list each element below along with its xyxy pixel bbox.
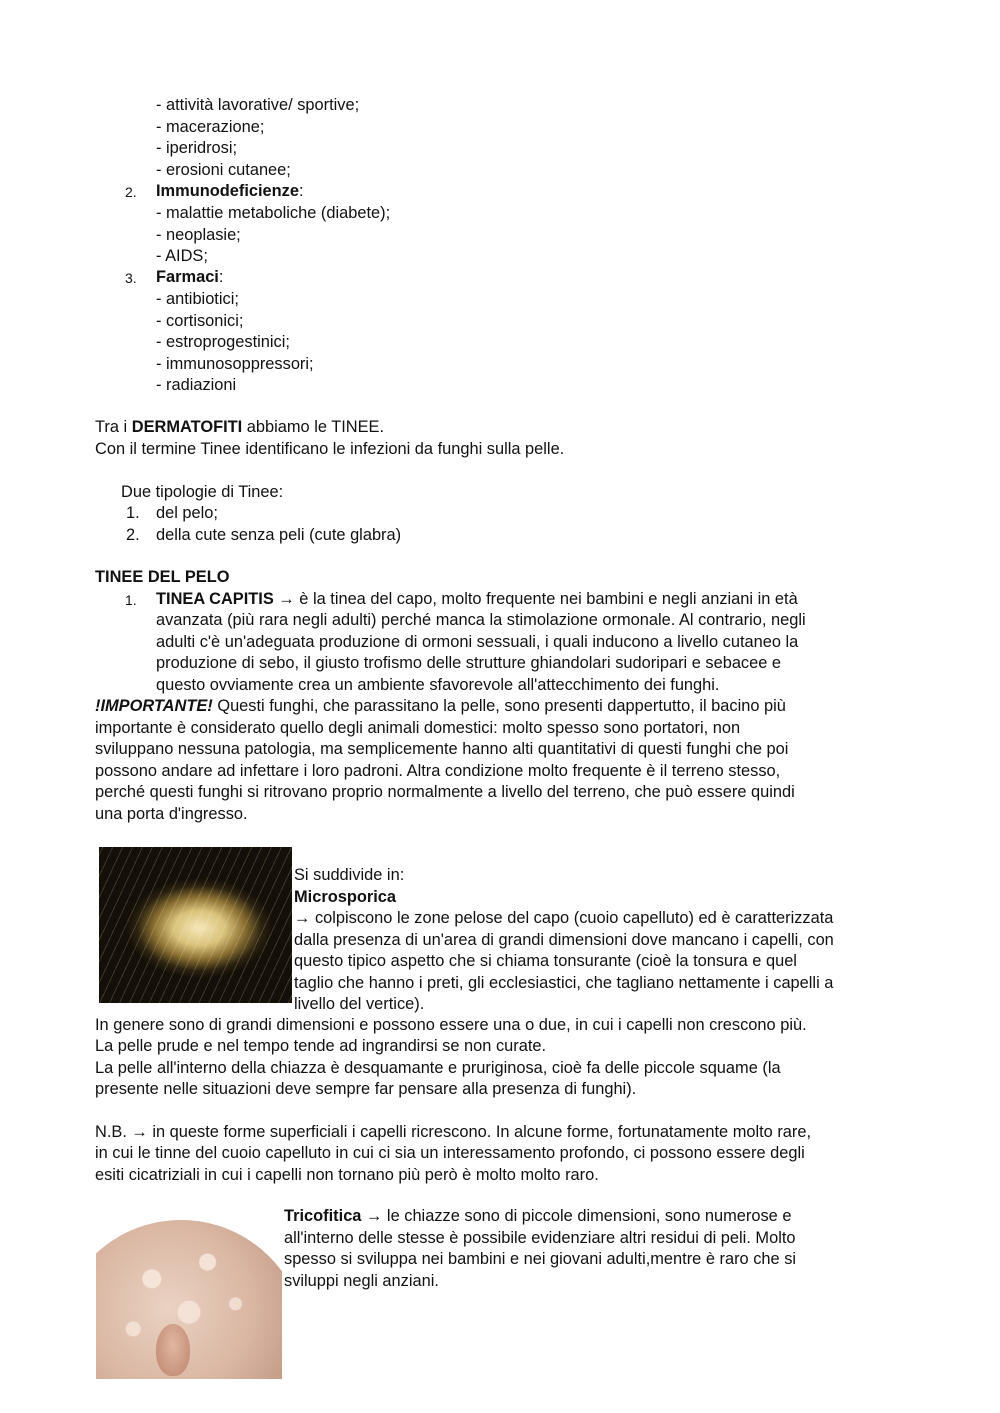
list-item: - radiazioni bbox=[156, 376, 237, 394]
list-item: - immunosoppressori; bbox=[156, 355, 314, 373]
tricofitica-line: spesso si sviluppa nei bambini e nei giovani adulti,mentre è raro che si bbox=[284, 1250, 797, 1268]
list-item: - iperidrosi; bbox=[156, 139, 238, 157]
list-item: - estroprogestinici; bbox=[156, 333, 290, 351]
nb-line: N.B. → in queste forme superficiali i capelli ricrescono. In alcune forme, fortunatamente molto rare, bbox=[95, 1123, 812, 1141]
dimensioni-line: La pelle prude e nel tempo tende ad ingrandirsi se non curate. bbox=[95, 1037, 547, 1055]
importante-line: perché questi funghi si ritrovano proprio normalmente a livello del terreno, che può essere quindi bbox=[95, 783, 795, 801]
microsporica-line: questo tipico aspetto che si chiama tonsurante (cioè la tonsura e quel bbox=[294, 952, 797, 970]
importante-line: !IMPORTANTE! Questi funghi, che parassitano la pelle, sono presenti dappertutto, il bacino più bbox=[95, 697, 786, 715]
list-item: - erosioni cutanee; bbox=[156, 161, 291, 179]
dermatofiti-definition: Con il termine Tinee identificano le infezioni da funghi sulla pelle. bbox=[95, 440, 565, 458]
tinea-capitis-line: produzione di sebo, il giusto trofismo delle strutture ghiandolari sudoripari e sebacee e bbox=[156, 654, 782, 672]
microsporica-line: taglio che hanno i preti, gli ecclesiastici, che tagliano nettamente i capelli a bbox=[294, 974, 834, 992]
microsporica-title: Microsporica bbox=[294, 888, 397, 906]
importante-line: importante è considerato quello degli animali domestici: molto spesso sono portatori, non bbox=[95, 719, 741, 737]
microsporica-line: → colpiscono le zone pelose del capo (cuoio capelluto) ed è caratterizzata bbox=[294, 909, 834, 927]
list-number: 3. bbox=[125, 270, 137, 286]
list-item: - antibiotici; bbox=[156, 290, 239, 308]
list-item: - AIDS; bbox=[156, 247, 208, 265]
importante-line: una porta d'ingresso. bbox=[95, 805, 248, 823]
microsporica-line: livello del vertice). bbox=[294, 995, 425, 1013]
tinea-capitis-line: questo ovviamente crea un ambiente sfavorevole all'attecchimento dei funghi. bbox=[156, 676, 720, 694]
tinea-capitis-line: TINEA CAPITIS → è la tinea del capo, molto frequente nei bambini e negli anziani in età bbox=[156, 590, 798, 608]
tricofitica-line: Tricofitica → le chiazze sono di piccole dimensioni, sono numerose e bbox=[284, 1207, 792, 1225]
list-item: - cortisonici; bbox=[156, 312, 244, 330]
tinea-capitis-line: adulti c'è un'adeguata produzione di ormoni sessuali, i quali inducono a livello cutaneo la bbox=[156, 633, 799, 651]
list-number: 2. bbox=[125, 184, 137, 200]
section-heading: TINEE DEL PELO bbox=[95, 568, 230, 586]
list-item: della cute senza peli (cute glabra) bbox=[156, 526, 402, 544]
importante-line: sviluppano nessuna patologia, ma semplicemente hanno alti quantitativi di questi funghi che poi bbox=[95, 740, 789, 758]
nb-line: esiti cicatriziali in cui i capelli non tornano più però è molto molto raro. bbox=[95, 1166, 599, 1184]
dimensioni-line: presente nelle situazioni deve sempre far pensare alla presenza di funghi). bbox=[95, 1080, 637, 1098]
list-item: del pelo; bbox=[156, 504, 218, 522]
list-item: - macerazione; bbox=[156, 118, 265, 136]
list-heading: Immunodeficienze: bbox=[156, 182, 304, 200]
microsporica-line: dalla presenza di un'area di grandi dimensioni dove mancano i capelli, con bbox=[294, 931, 834, 949]
dermatofiti-line: Tra i DERMATOFITI abbiamo le TINEE. bbox=[95, 418, 385, 436]
list-number: 1. bbox=[125, 592, 137, 608]
list-number: 1. bbox=[126, 504, 140, 522]
list-item: - attività lavorative/ sportive; bbox=[156, 96, 360, 114]
nb-line: in cui le tinne del cuoio capelluto in cui ci sia un interessamento profondo, ci possono essere degli bbox=[95, 1144, 805, 1162]
list-number: 2. bbox=[126, 526, 140, 544]
microsporica-intro: Si suddivide in: bbox=[294, 866, 405, 884]
tricofitica-photo bbox=[96, 1212, 282, 1379]
list-heading: Farmaci: bbox=[156, 268, 224, 286]
tipologie-intro: Due tipologie di Tinee: bbox=[121, 483, 284, 501]
tricofitica-line: all'interno delle stesse è possibile evidenziare altri residui di peli. Molto bbox=[284, 1229, 796, 1247]
tinea-capitis-line: avanzata (più rara negli adulti) perché manca la stimolazione ormonale. Al contrario, negli bbox=[156, 611, 806, 629]
dimensioni-line: In genere sono di grandi dimensioni e possono essere una o due, in cui i capelli non crescono più. bbox=[95, 1016, 807, 1034]
tricofitica-line: sviluppi negli anziani. bbox=[284, 1272, 439, 1290]
importante-line: possono andare ad infettare i loro padroni. Altra condizione molto frequente è il terreno stesso, bbox=[95, 762, 781, 780]
dimensioni-line: La pelle all'interno della chiazza è desquamante e pruriginosa, cioè fa delle piccole squame (la bbox=[95, 1059, 781, 1077]
list-item: - neoplasie; bbox=[156, 226, 241, 244]
microsporica-photo bbox=[99, 847, 292, 1003]
list-item: - malattie metaboliche (diabete); bbox=[156, 204, 391, 222]
